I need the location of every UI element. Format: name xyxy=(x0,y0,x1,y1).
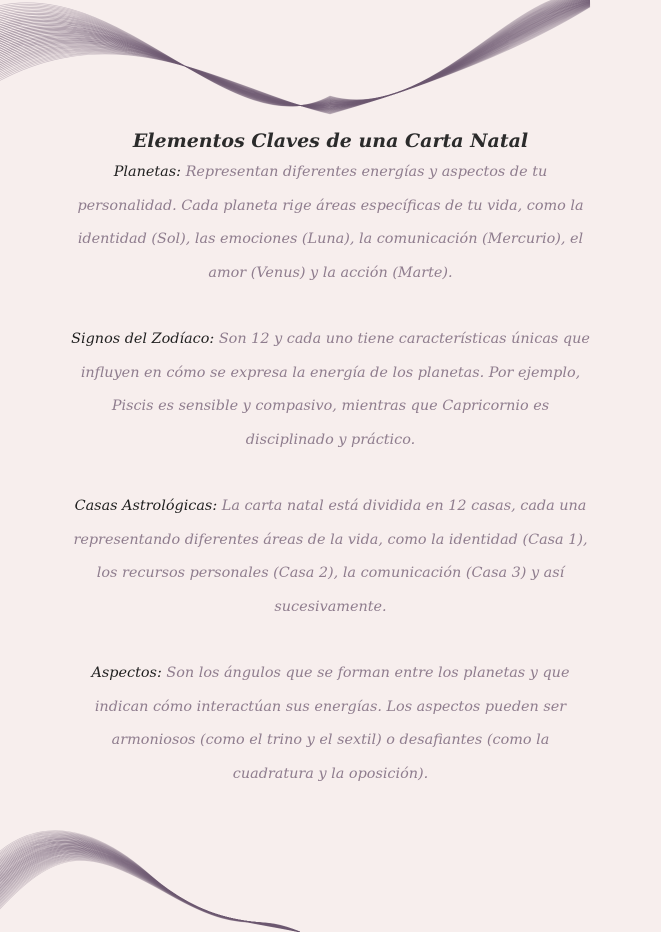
top-wave-line xyxy=(0,3,590,108)
page-title: Elementos Claves de una Carta Natal xyxy=(132,130,529,152)
top-wave-line xyxy=(0,6,590,112)
section-term: Planetas xyxy=(113,164,177,180)
bottom-wave-line xyxy=(0,859,300,932)
bottom-wave-line xyxy=(0,855,300,932)
bottom-wave-decoration xyxy=(0,820,300,932)
top-wave-decoration xyxy=(0,0,661,125)
top-wave-line xyxy=(0,1,590,106)
section-text: La carta natal está dividida en 12 casas, cada una representando diferentes áreas de la vida, como la identidad (Casa 1), los recursos personales (Casa 2), la comunicación (Casa 3) y así sucesivamente. xyxy=(73,498,588,615)
top-wave-line xyxy=(0,5,590,111)
top-wave-line xyxy=(0,3,590,108)
bottom-wave-line xyxy=(0,837,300,932)
top-wave-line xyxy=(0,4,590,110)
section-separator: : xyxy=(176,164,186,180)
bottom-wave-line xyxy=(0,842,300,932)
section-separator: : xyxy=(209,331,219,347)
bottom-wave-line xyxy=(0,848,300,932)
content xyxy=(70,126,591,791)
bottom-wave-line xyxy=(0,840,300,932)
section-aspectos xyxy=(70,657,591,791)
section-text: Son los ángulos que se forman entre los planetas y que indican cómo interactúan sus energías. Los aspectos pueden ser armoniosos (como el trino y el sextil) o desafiantes (como la cuadratura y la oposición). xyxy=(94,665,570,782)
section-planetas xyxy=(70,156,591,290)
section-separator: : xyxy=(212,498,222,514)
bottom-wave-line xyxy=(0,854,300,932)
section-text: Son 12 y cada uno tiene características únicas que influyen en cómo se expresa la energía de los planetas. Por ejemplo, Piscis es sensible y compasivo, mientras que Capricornio es disciplinado y práctico. xyxy=(80,331,590,448)
section-casas xyxy=(70,490,591,624)
bottom-wave-line xyxy=(0,838,300,932)
bottom-wave-line xyxy=(0,844,300,932)
section-term: Casas Astrológicas xyxy=(74,498,213,514)
section-term: Signos del Zodíaco xyxy=(71,331,210,347)
bottom-wave-line xyxy=(0,852,300,932)
section-separator: : xyxy=(156,665,167,681)
section-signos xyxy=(70,323,591,457)
bottom-wave-line xyxy=(0,850,300,932)
bottom-wave-line xyxy=(0,860,300,932)
section-text: Representan diferentes energías y aspectos de tu personalidad. Cada planeta rige áreas específicas de tu vida, como la identidad (Sol), las emociones (Luna), la comunicación (Mercurio), el amor (Venus) y la acción (Marte). xyxy=(77,164,584,281)
section-term: Aspectos xyxy=(91,665,157,681)
bottom-wave-line xyxy=(0,847,300,932)
top-wave-line xyxy=(0,7,590,114)
